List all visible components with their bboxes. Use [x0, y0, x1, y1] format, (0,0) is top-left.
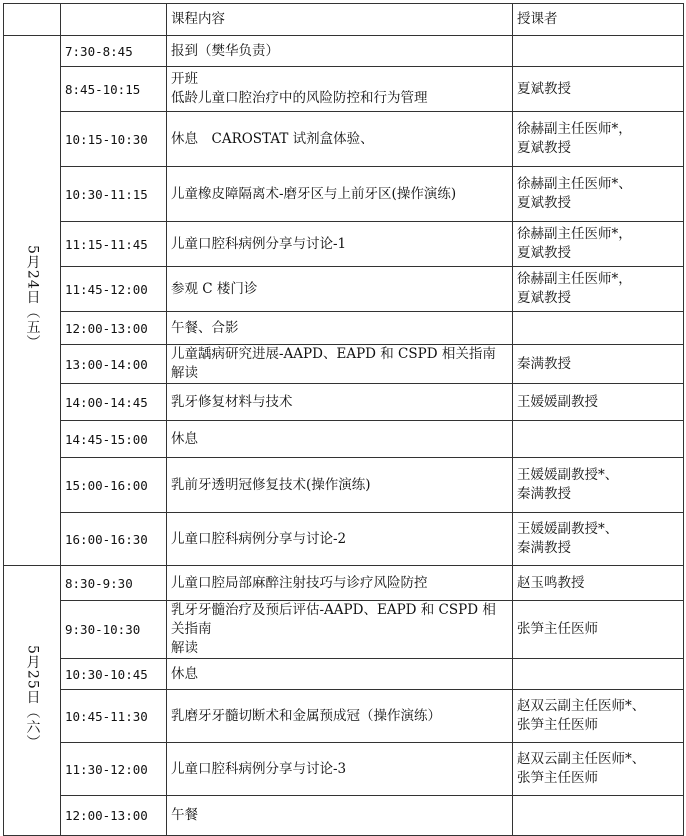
day-cell — [4, 566, 61, 836]
teacher-line: 王媛媛副教授 — [517, 393, 598, 410]
content-line: 儿童口腔科病例分享与讨论-3 — [171, 760, 347, 777]
time-cell: 14:00-14:45 — [61, 384, 167, 421]
content-line: 儿童口腔科病例分享与讨论-2 — [171, 530, 347, 547]
schedule-table — [3, 3, 684, 836]
content-line: 儿童口腔局部麻醉注射技巧与诊疗风险防控 — [171, 574, 428, 591]
teacher-cell — [513, 36, 684, 67]
teacher-cell — [513, 743, 684, 796]
teacher-line: 王媛媛副教授*、 — [517, 467, 619, 483]
content-line: 参观 C 楼门诊 — [171, 280, 258, 297]
time-cell: 11:45-12:00 — [61, 267, 167, 312]
teacher-line: 赵双云副主任医师*、 — [517, 698, 646, 714]
content-cell — [167, 267, 513, 312]
content-line: 乳磨牙牙髓切断术和金属预成冠（操作演练） — [171, 707, 441, 724]
content-cell — [167, 690, 513, 743]
teacher-line: 秦满教授 — [517, 355, 571, 372]
time-cell: 16:00-16:30 — [61, 513, 167, 566]
table-row — [4, 112, 684, 167]
content-cell — [167, 421, 513, 458]
table-row — [4, 690, 684, 743]
table-row — [4, 458, 684, 513]
content-line: 儿童龋病研究进展-AAPD、EAPD 和 CSPD 相关指南解读 — [171, 346, 496, 381]
teacher-line: 赵玉鸣教授 — [517, 574, 585, 591]
time-cell: 10:15-10:30 — [61, 112, 167, 167]
content-cell — [167, 384, 513, 421]
table-row — [4, 167, 684, 222]
content-line: 解读 — [171, 640, 198, 656]
content-cell — [167, 659, 513, 690]
content-cell — [167, 566, 513, 601]
teacher-cell — [513, 312, 684, 345]
table-row — [4, 743, 684, 796]
content-cell — [167, 167, 513, 222]
content-line: 午餐、合影 — [171, 319, 239, 336]
teacher-cell — [513, 458, 684, 513]
content-line: 乳前牙透明冠修复技术(操作演练) — [171, 476, 371, 493]
teacher-cell — [513, 345, 684, 384]
content-line: 报到（樊华负责） — [171, 42, 279, 59]
table-row — [4, 513, 684, 566]
teacher-cell — [513, 167, 684, 222]
teacher-line: 张笋主任医师 — [517, 717, 598, 733]
time-cell: 11:15-11:45 — [61, 222, 167, 267]
content-line: 休息 — [171, 430, 198, 447]
time-cell: 9:30-10:30 — [61, 601, 167, 659]
teacher-line: 徐赫副主任医师*， — [517, 271, 632, 287]
time-cell: 8:45-10:15 — [61, 67, 167, 112]
teacher-line: 徐赫副主任医师*， — [517, 121, 632, 137]
teacher-cell — [513, 267, 684, 312]
time-cell: 10:30-10:45 — [61, 659, 167, 690]
teacher-cell — [513, 659, 684, 690]
day-cell — [4, 36, 61, 566]
table-row — [4, 796, 684, 836]
table-row — [4, 345, 684, 384]
header-time — [61, 4, 167, 36]
table-row — [4, 36, 684, 67]
time-cell: 10:45-11:30 — [61, 690, 167, 743]
time-cell: 10:30-11:15 — [61, 167, 167, 222]
teacher-cell — [513, 601, 684, 659]
time-cell: 12:00-13:00 — [61, 312, 167, 345]
time-cell: 11:30-12:00 — [61, 743, 167, 796]
table-row — [4, 566, 684, 601]
teacher-cell — [513, 421, 684, 458]
content-line: 午餐 — [171, 807, 198, 823]
teacher-line: 夏斌教授 — [517, 140, 571, 156]
teacher-line: 徐赫副主任医师*， — [517, 226, 632, 242]
teacher-line: 张笋主任医师 — [517, 621, 598, 637]
content-line: 开班 — [171, 71, 198, 87]
content-cell — [167, 312, 513, 345]
teacher-cell — [513, 566, 684, 601]
time-cell: 13:00-14:00 — [61, 345, 167, 384]
day-label: 5月25日（六） — [24, 645, 41, 750]
time-cell: 12:00-13:00 — [61, 796, 167, 836]
content-cell — [167, 796, 513, 836]
teacher-line: 张笋主任医师 — [517, 770, 598, 786]
teacher-line: 秦满教授 — [517, 486, 571, 502]
teacher-line: 王媛媛副教授*、 — [517, 521, 619, 537]
teacher-cell — [513, 384, 684, 421]
teacher-line: 徐赫副主任医师*、 — [517, 176, 632, 192]
content-line: 乳牙修复材料与技术 — [171, 393, 293, 410]
teacher-line: 夏斌教授 — [517, 245, 571, 261]
teacher-cell — [513, 796, 684, 836]
table-row — [4, 384, 684, 421]
day-label: 5月24日（五） — [24, 245, 41, 350]
teacher-cell — [513, 112, 684, 167]
content-cell — [167, 112, 513, 167]
teacher-cell — [513, 67, 684, 112]
content-cell — [167, 67, 513, 112]
time-cell: 8:30-9:30 — [61, 566, 167, 601]
teacher-cell — [513, 513, 684, 566]
table-row — [4, 421, 684, 458]
table-row — [4, 222, 684, 267]
content-cell — [167, 36, 513, 67]
teacher-line: 秦满教授 — [517, 540, 571, 556]
header-teacher: 授课者 — [513, 4, 684, 36]
table-row — [4, 659, 684, 690]
teacher-cell — [513, 222, 684, 267]
header-row — [4, 4, 684, 36]
content-line: 低龄儿童口腔治疗中的风险防控和行为管理 — [171, 90, 428, 106]
time-cell: 15:00-16:00 — [61, 458, 167, 513]
content-line: 儿童口腔科病例分享与讨论-1 — [171, 235, 347, 252]
teacher-line: 夏斌教授 — [517, 195, 571, 211]
table-row — [4, 67, 684, 112]
table-row — [4, 601, 684, 659]
content-line: 儿童橡皮障隔离术-磨牙区与上前牙区(操作演练) — [171, 185, 457, 202]
content-cell — [167, 222, 513, 267]
content-cell — [167, 743, 513, 796]
content-cell — [167, 513, 513, 566]
content-cell — [167, 458, 513, 513]
table-row — [4, 267, 684, 312]
header-date — [4, 4, 61, 36]
teacher-line: 夏斌教授 — [517, 80, 571, 97]
teacher-cell — [513, 690, 684, 743]
teacher-line: 夏斌教授 — [517, 290, 571, 306]
content-cell — [167, 601, 513, 659]
content-line: 休息 — [171, 665, 198, 682]
teacher-line: 赵双云副主任医师*、 — [517, 751, 646, 767]
time-cell: 7:30-8:45 — [61, 36, 167, 67]
header-content: 课程内容 — [167, 4, 513, 36]
content-cell — [167, 345, 513, 384]
time-cell: 14:45-15:00 — [61, 421, 167, 458]
content-line: 休息 CAROSTAT 试剂盒体验、 — [171, 130, 374, 147]
schedule-body — [4, 36, 684, 836]
table-row — [4, 312, 684, 345]
content-line: 乳牙牙髓治疗及预后评估-AAPD、EAPD 和 CSPD 相关指南 — [171, 602, 496, 637]
